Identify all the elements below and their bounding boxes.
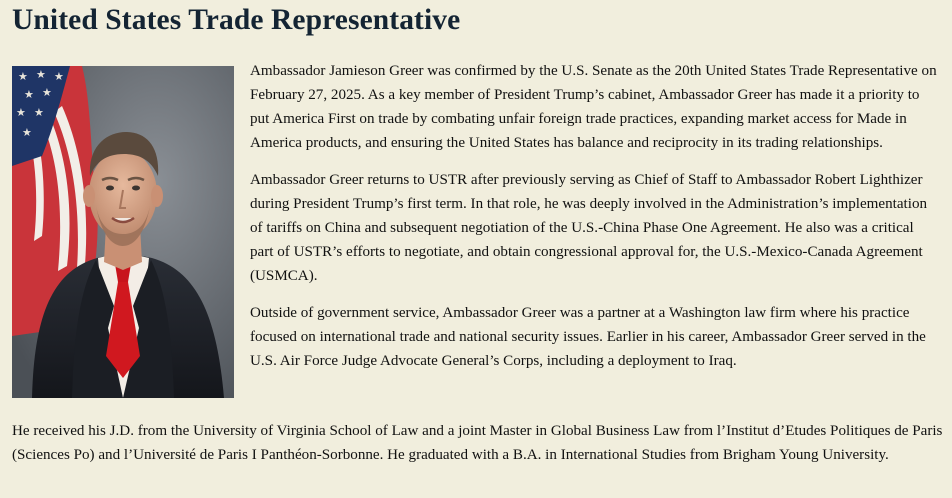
svg-text:★: ★ (42, 86, 52, 99)
bio-paragraph-prior-career: Outside of government service, Ambassador Greer was a partner at a Washington law firm where his practice focused on international trade and national security issues. Earlier in his career, Ambassador Greer served in the U.S. Air Force Judge Advocate General’s Corps, including a deployment to Iraq. (250, 305, 926, 369)
svg-text:★: ★ (24, 88, 34, 101)
biography-text (250, 59, 940, 386)
svg-text:★: ★ (18, 70, 28, 83)
bio-paragraph-confirmation: Ambassador Jamieson Greer was confirmed by the U.S. Senate as the 20th United States Trade Representative on February 27, 2025. As a key member of President Trump’s cabinet, Ambassador Greer has made it a priority to put America First on trade by combating unfair foreign trade practices, expanding market access for Made in America products, and ensuring the United States has balance and reciprocity in its trading relationships. (250, 63, 937, 151)
bio-paragraph-education: He received his J.D. from the University of Virginia School of Law and a joint Master in Global Business Law from l’Institut d’Etudes Politiques de Paris (Sciences Po) and l’Université de Paris I Panthéon-Sorbonne. He graduated with a B.A. in International Studies from Brigham Young University. (12, 423, 943, 463)
svg-text:★: ★ (54, 70, 64, 83)
svg-text:★: ★ (34, 106, 44, 119)
bio-paragraph-chief-of-staff: Ambassador Greer returns to USTR after previously serving as Chief of Staff to Ambassador Robert Lighthizer during President Trump’s first term. In that role, he was deeply involved in the Administration’s implementation of tariffs on China and subsequent negotiation of the U.S.-China Phase One Agreement. He also was a critical part of USTR’s efforts to negotiate, and obtain congressional approval for, the U.S.-Mexico-Canada Agreement (USMCA). (250, 172, 928, 284)
page-title: United States Trade Representative (12, 4, 461, 36)
portrait-photo (12, 66, 234, 398)
svg-text:★: ★ (22, 126, 32, 139)
svg-text:★: ★ (36, 68, 46, 81)
svg-text:★: ★ (16, 106, 26, 119)
